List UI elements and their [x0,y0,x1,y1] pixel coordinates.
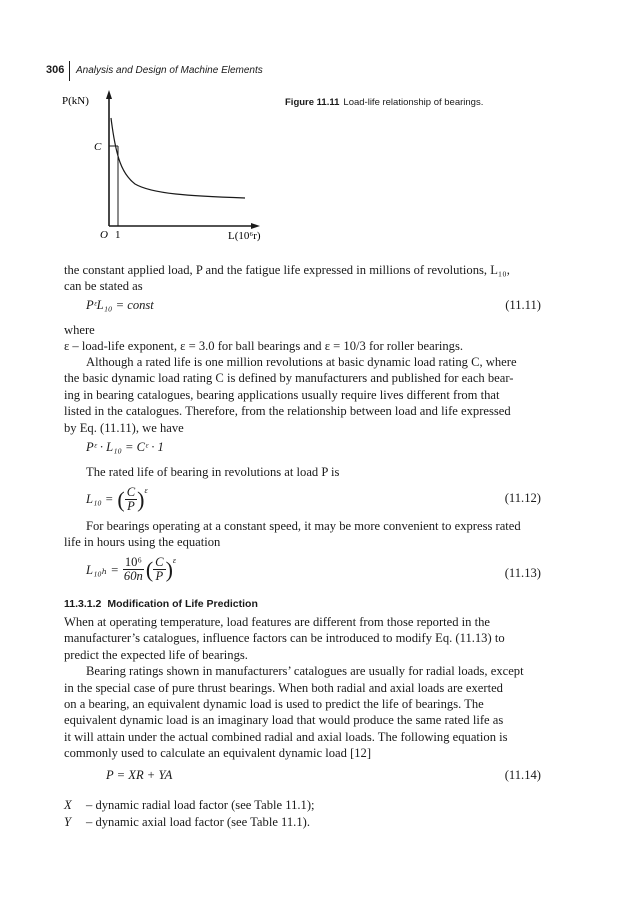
page-number: 306 [46,64,65,76]
left-paren: ( [145,556,154,582]
fraction-numerator: 10⁶ [124,555,142,569]
equation-number: (11.12) [504,491,541,505]
text-line: it will attain under the actual combined radial and axial loads. The following equation is [64,729,508,744]
text-line: can be stated as [64,279,143,294]
equation-11-13 [86,556,176,583]
definitions [64,322,542,355]
text-line: manufacturer’s catalogues, influence factors can be introduced to modify Eq. (11.13) to [64,631,505,646]
equation-11-11: PᵋL₁₀ = const [86,298,154,312]
intro-paragraph [64,262,542,295]
section-heading [64,598,264,610]
y-axis-label: P(kN) [62,95,89,107]
text-line: equivalent dynamic load is an imaginary load that would produce the same rated life as [64,713,504,728]
fraction-numerator: C [155,555,164,569]
text-line: the constant applied load, P and the fatigue life expressed in millions of revolutions, L₁₀, [64,263,510,277]
section-number: 11.3.1.2 [64,598,102,610]
text-line: Although a rated life is one million revolutions at basic dynamic load rating C, where [86,355,517,369]
equation-number: (11.11) [505,298,541,312]
equation-number: (11.13) [504,566,541,580]
figure-caption [285,97,483,108]
text-line: For bearings operating at a constant speed, it may be more convenient to express rated [86,519,521,533]
x-axis [109,223,260,229]
text-line: ing in bearing catalogues, bearing applications usually require lives different from that [64,387,500,402]
fraction-denominator: 60n [123,569,143,583]
epsilon-definition: ε – load-life exponent, ε = 3.0 for ball bearings and ε = 10/3 for roller bearings. [64,339,464,354]
x-axis-label: L(10⁶r) [228,230,261,242]
fraction [153,556,165,583]
text-line: listed in the catalogues. Therefore, from the relationship between load and life expressed [64,404,511,419]
definition-y [64,813,310,831]
right-paren: ) [165,556,173,582]
eq-lhs: L₁₀ₕ = [86,562,119,577]
text-line: When at operating temperature, load features are different from those reported in the [64,615,491,629]
fraction-numerator: C [126,485,136,499]
c-axis-label: C [94,141,102,153]
text-line: where [64,323,95,337]
right-paren: ) [137,486,145,512]
text-line: the basic dynamic load rating C is defined by manufacturers and published for each bear- [64,371,514,386]
symbol: X [64,798,72,812]
eq-lhs: L₁₀ = [86,492,114,506]
text-line: The rated life of bearing in revolutions at load P is [86,465,340,479]
paragraph-modification [64,614,542,762]
figure-caption-text: Load-life relationship of bearings. [343,97,484,108]
x-one-label: 1 [115,229,121,241]
exponent: ε [144,486,148,495]
fraction [125,486,137,513]
section-title: Modification of Life Prediction [107,598,258,610]
header-divider [69,61,70,81]
load-life-curve [111,118,245,198]
symbol: Y [64,815,72,829]
equation-unnumbered: Pᵋ · L₁₀ = Cᵋ · 1 [86,440,164,454]
fraction-denominator: P [127,499,135,513]
definition-x [64,796,315,814]
equation-11-14: P = XR + YA [106,768,173,782]
text-line: by Eq. (11.11), we have [64,420,184,435]
equation-11-12 [86,486,148,513]
paragraph-rated-life [64,354,542,436]
text-line: Bearing ratings shown in manufacturers’ catalogues are usually for radial loads, except [86,664,524,679]
text-line: life in hours using the equation [64,535,221,550]
fraction-denominator: P [155,569,164,583]
y-axis [106,90,112,226]
figure-label: Figure 11.11 [285,97,340,108]
paragraph-rated-life-intro [64,464,542,480]
text-line: on a bearing, an equivalent dynamic load is used to predict the life of bearings. The [64,697,484,712]
exponent: ε [172,556,177,565]
origin-label: O [100,229,108,241]
definition-text: – dynamic axial load factor (see Table 11.1). [86,815,310,829]
equation-number: (11.14) [504,768,541,782]
left-paren: ( [117,486,125,512]
running-head-title: Analysis and Design of Machine Elements [76,65,263,76]
text-line: in the special case of pure thrust bearings. When both radial and axial loads are exerted [64,680,503,695]
paragraph-constant-speed [64,518,542,551]
text-line: predict the expected life of bearings. [64,647,248,662]
definition-text: – dynamic radial load factor (see Table 11.1); [86,798,315,812]
fraction [123,556,144,583]
text-line: commonly used to calculate an equivalent dynamic load [12] [64,746,372,761]
load-life-plot [60,88,280,246]
